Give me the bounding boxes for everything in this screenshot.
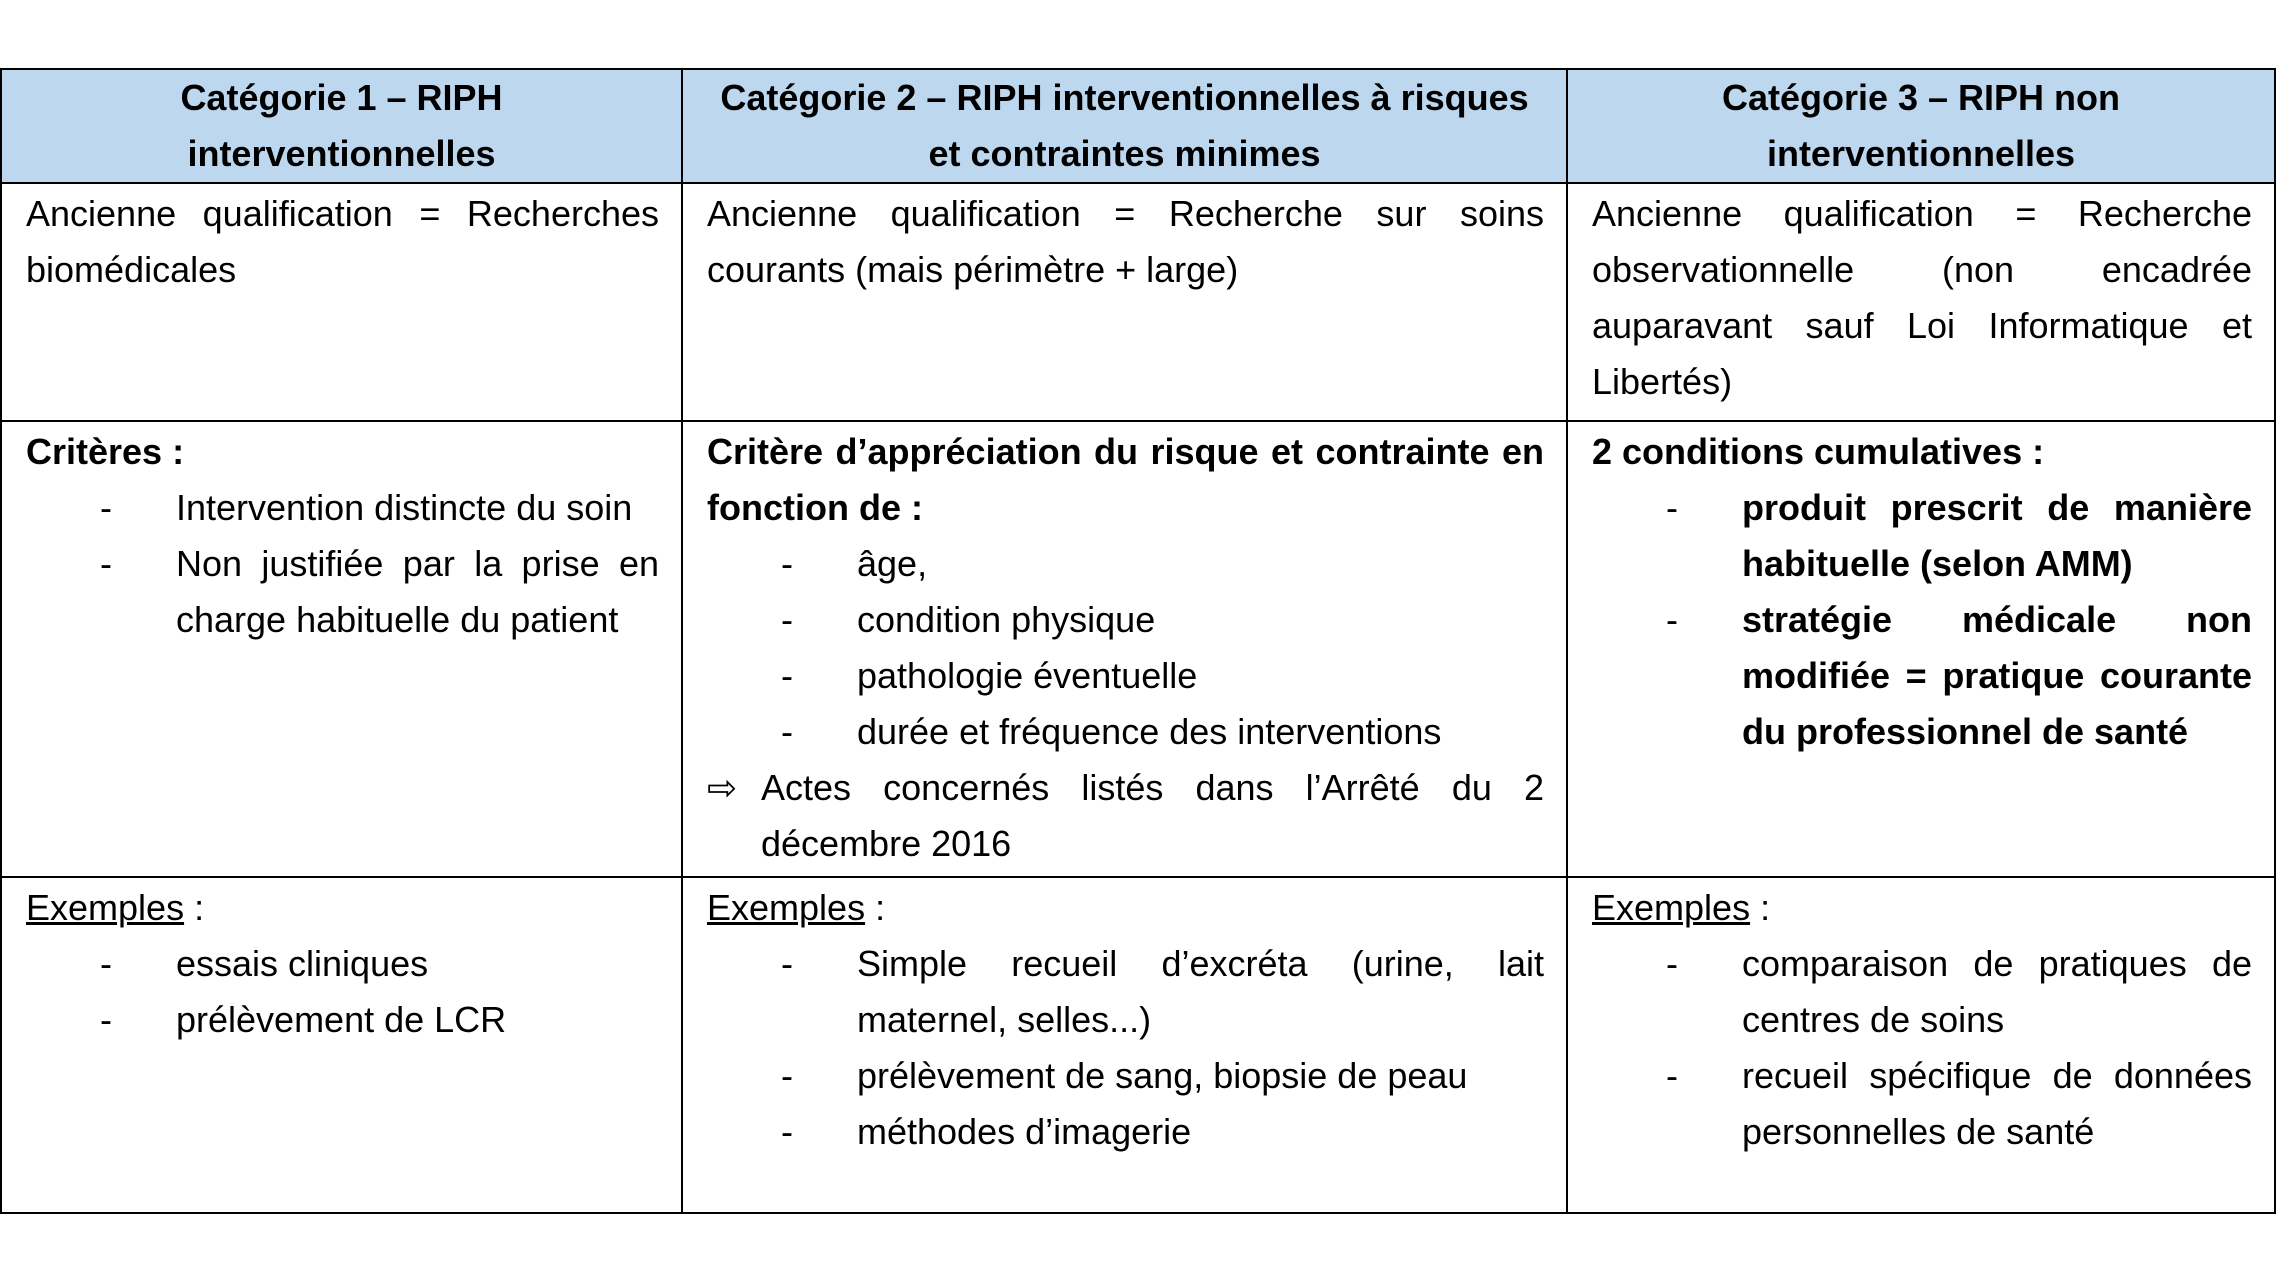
list-item: - condition physique	[707, 592, 1544, 648]
list-item: - comparaison de pratiques de centres de soins	[1592, 936, 2252, 1048]
list-item: - âge,	[707, 536, 1544, 592]
examples-list	[26, 936, 659, 1048]
list-item: - stratégie médicale non modifiée = pratique courante du professionnel de santé	[1592, 592, 2252, 760]
dash-bullet-icon: -	[100, 999, 112, 1040]
criteria-cat3	[1567, 421, 2275, 877]
qualification-cat3: Ancienne qualification = Recherche observationnelle (non encadrée auparavant sauf Loi Informatique et Libertés)	[1567, 183, 2275, 421]
header-category-2: Catégorie 2 – RIPH interventionnelles à risques et contraintes minimes	[682, 69, 1567, 183]
qualification-row	[1, 183, 2275, 421]
dash-bullet-icon: -	[781, 543, 793, 584]
list-item: - durée et fréquence des interventions	[707, 704, 1544, 760]
list-item: - pathologie éventuelle	[707, 648, 1544, 704]
dash-bullet-icon: -	[781, 711, 793, 752]
header-row	[1, 69, 2275, 183]
criteria-title: 2 conditions cumulatives :	[1592, 431, 2045, 472]
examples-title: Exemples :	[1592, 887, 1771, 928]
qualification-cat1: Ancienne qualification = Recherches biomédicales	[1, 183, 682, 421]
criteria-list	[26, 480, 659, 648]
dash-bullet-icon: -	[781, 1055, 793, 1096]
dash-bullet-icon: -	[781, 655, 793, 696]
examples-cat2	[682, 877, 1567, 1213]
dash-bullet-icon: -	[1666, 487, 1678, 528]
dash-bullet-icon: -	[1666, 943, 1678, 984]
list-item: - Intervention distincte du soin	[26, 480, 659, 536]
examples-list	[1592, 936, 2252, 1160]
list-item: - prélèvement de LCR	[26, 992, 659, 1048]
dash-bullet-icon: -	[1666, 599, 1678, 640]
header-category-1: Catégorie 1 – RIPH interventionnelles	[1, 69, 682, 183]
dash-bullet-icon: -	[100, 543, 112, 584]
header-category-3: Catégorie 3 – RIPH non interventionnelles	[1567, 69, 2275, 183]
criteria-cat1	[1, 421, 682, 877]
criteria-list	[707, 536, 1544, 760]
list-item: - produit prescrit de manière habituelle (selon AMM)	[1592, 480, 2252, 592]
criteria-title: Critères :	[26, 431, 185, 472]
qualification-cat2: Ancienne qualification = Recherche sur soins courants (mais périmètre + large)	[682, 183, 1567, 421]
dash-bullet-icon: -	[781, 599, 793, 640]
dash-bullet-icon: -	[100, 487, 112, 528]
dash-bullet-icon: -	[781, 943, 793, 984]
criteria-cat2	[682, 421, 1567, 877]
list-item: - Non justifiée par la prise en charge habituelle du patient	[26, 536, 659, 648]
list-item: - prélèvement de sang, biopsie de peau	[707, 1048, 1544, 1104]
examples-list	[707, 936, 1544, 1160]
examples-row	[1, 877, 2275, 1213]
dash-bullet-icon: -	[100, 943, 112, 984]
examples-cat3	[1567, 877, 2275, 1213]
dash-bullet-icon: -	[1666, 1055, 1678, 1096]
list-item: - méthodes d’imagerie	[707, 1104, 1544, 1160]
examples-cat1	[1, 877, 682, 1213]
list-item: - Simple recueil d’excréta (urine, lait maternel, selles...)	[707, 936, 1544, 1048]
examples-title: Exemples :	[707, 887, 886, 928]
criteria-row	[1, 421, 2275, 877]
list-item: - recueil spécifique de données personnelles de santé	[1592, 1048, 2252, 1160]
dash-bullet-icon: -	[781, 1111, 793, 1152]
criteria-title: Critère d’appréciation du risque et contrainte en fonction de :	[707, 431, 1544, 528]
arrow-right-icon: ⇨	[707, 767, 738, 808]
acts-note: ⇨ Actes concernés listés dans l’Arrêté du 2 décembre 2016	[707, 760, 1544, 872]
examples-title: Exemples :	[26, 887, 205, 928]
riph-categories-table	[0, 68, 2276, 1214]
list-item: - essais cliniques	[26, 936, 659, 992]
criteria-list	[1592, 480, 2252, 760]
